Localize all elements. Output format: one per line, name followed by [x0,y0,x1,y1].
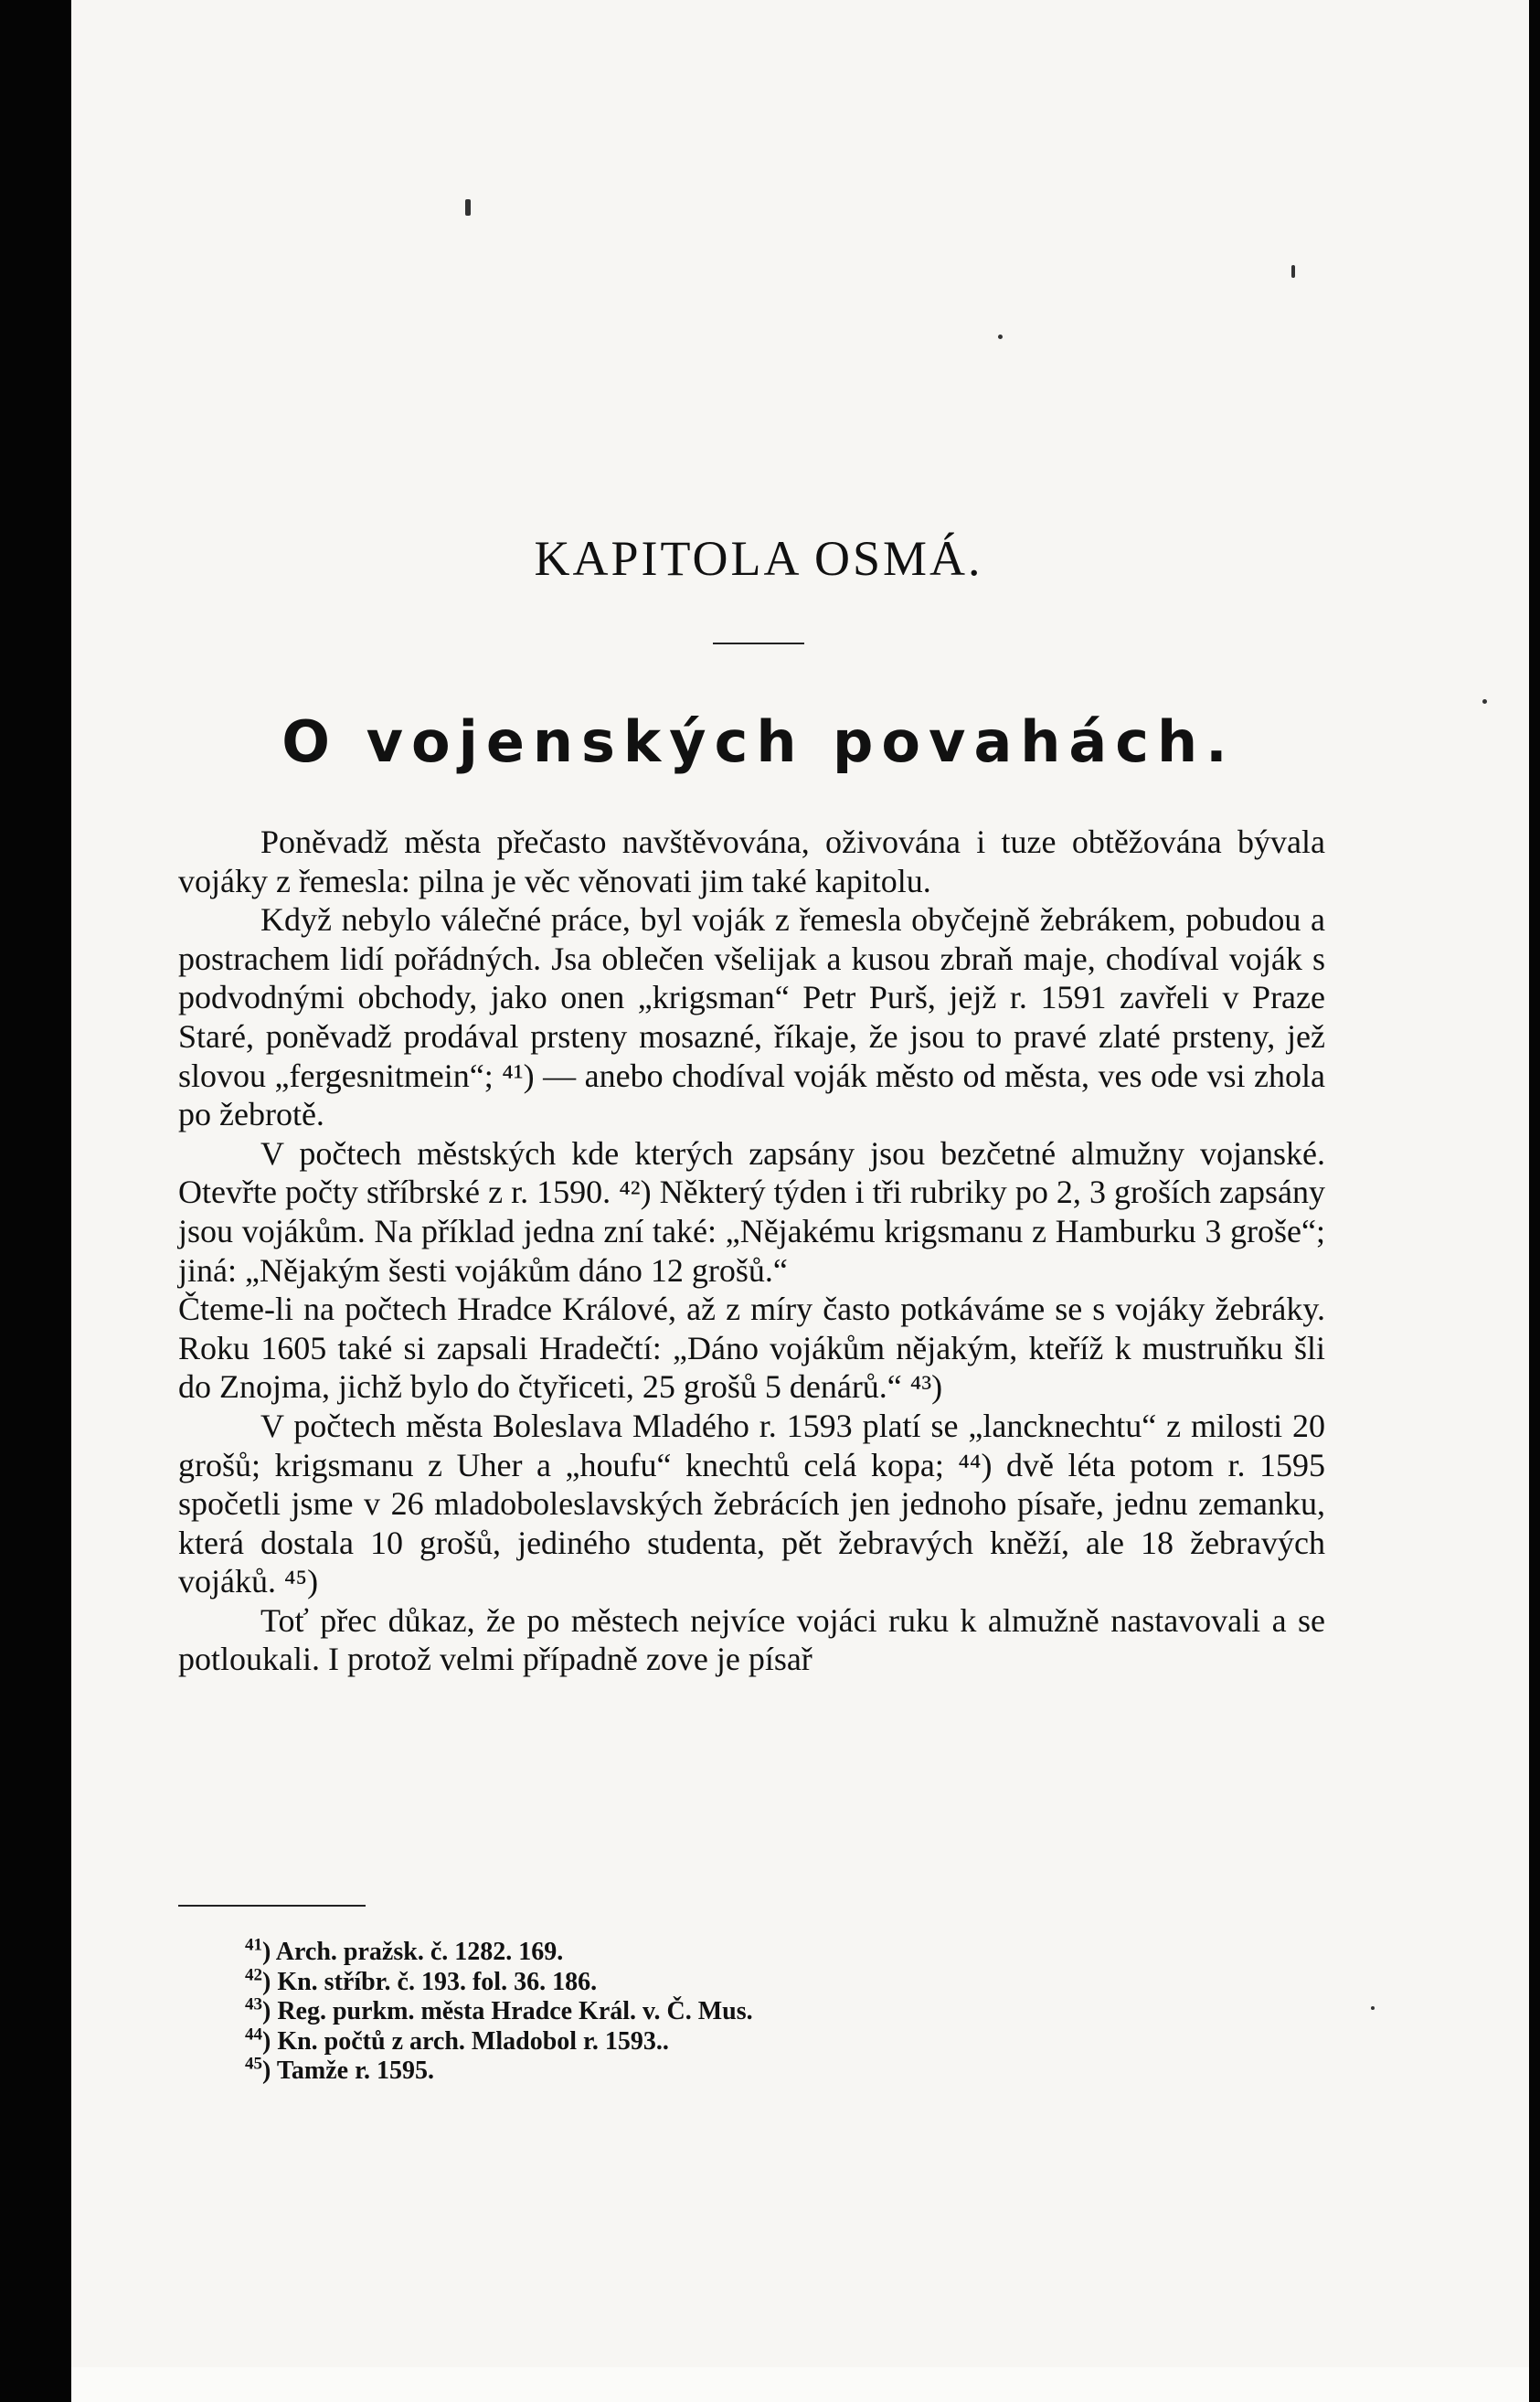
scan-speck [1291,265,1295,278]
footnote-mark: 45 [245,2054,262,2074]
footnote: $^{42}$) Kn. stříbr. č. 193. fol. 36. 186. [245,1965,598,1996]
footnote: $^{43}$) Reg. purkm. města Hradce Král. v. Č. Mus. [245,1994,753,2025]
footnote: $^{44}$) Kn. počtů z arch. Mladobol r. 1593.. [245,2025,669,2056]
scan-speck [998,335,1003,339]
scan-speck [1482,699,1487,704]
paragraph: V počtech města Boleslava Mladého r. 1593 platí se „lancknechtu“ z milosti 20 grošů; krigsmanu z Uher a „houfu“ knechtů celá kopa; ⁴⁴) dvě léta potom r. 1595 spočetli jsme v 26 mladoboleslavských žebrácích jen jednoho písaře, jednu zemanku, která dostala 10 grošů, jediného studenta, pět žebravých kněží, ale 18 žebravých vojáků. ⁴⁵) [178,1407,1325,1600]
chapter-heading: KAPITOLA OSMÁ. [534,531,983,586]
footnote-mark: 41 [245,1935,262,1955]
body-text [178,823,1325,1679]
footnote-mark: 42 [245,1965,262,1985]
page-bottom-edge [71,2367,1529,2402]
footnote: $^{45}$) Tamže r. 1595. [245,2054,434,2085]
scan-left-border [0,0,71,2402]
paragraph: Toť přec důkaz, že po městech nejvíce vojáci ruku k almužně nastavovali a se potloukali. I protož velmi případně zove je písař [178,1601,1325,1678]
paragraph: Když nebylo válečné práce, byl voják z řemesla obyčejně žebrákem, pobudou a postrachem lidí pořádných. Jsa oblečen všelijak a kusou zbraň maje, chodíval voják s podvodnými obchody, jako onen „krigsman“ Petr Purš, jejž r. 1591 zavřeli v Praze Staré, poněvadž prodával prsteny mosazné, říkaje, že jsou to pravé zlaté prsteny, jež slovou „fergesnitmein“; ⁴¹) — anebo chodíval voják město od města, ves ode vsi zhola po žebrotě. [178,901,1325,1133]
footnote-text: Tamže r. 1595. [276,2057,434,2085]
footnote-text: Arch. pražsk. č. 1282. 169. [275,1938,564,1966]
paragraph: Čteme-li na počtech Hradce Králové, až z míry často potkáváme se s vojáky žebráky. Roku 1605 také si zapsali Hradečtí: „Dáno vojákům nějakým, kteříž k mustruňku šli do Znojma, jichž bylo do čtyřiceti, 25 grošů 5 denárů.“ ⁴³) [178,1291,1325,1406]
footnotes [245,1935,1067,2087]
scan-speck [1371,2006,1375,2010]
paragraph: V počtech městských kde kterých zapsány jsou bezčetné almužny vojanské. Otevřte počty stříbrské z r. 1590. ⁴²) Některý týden i tři rubriky po 2, 3 groších zapsány jsou vojákům. Na příklad jedna zní také: „Nějakému krigsmanu z Hamburku 3 groše“; jiná: „Nějakým šesti vojákům dáno 12 grošů.“ [178,1134,1325,1289]
footnote-mark: 43 [245,1994,262,2014]
footnote-text: Kn. stříbr. č. 193. fol. 36. 186. [277,1967,598,1996]
footnote-text: Kn. počtů z arch. Mladobol r. 1593.. [277,2026,669,2056]
paragraph: Poněvadž města přečasto navštěvována, oživována i tuze obtěžována bývala vojáky z řemesla: pilna je věc věnovati jim také kapitolu. [178,824,1325,899]
title-divider [713,643,804,644]
footnote-mark: 44 [245,2025,262,2045]
footnote-text: Reg. purkm. města Hradce Král. v. Č. Mus. [277,1997,753,2025]
scan-right-border [1529,0,1540,2402]
footnote-divider [178,1905,366,1907]
footnote: $^{41}$) Arch. pražsk. č. 1282. 169. [245,1935,564,1966]
section-title: O vojenských povahách. [281,708,1236,775]
scan-speck [465,199,471,216]
